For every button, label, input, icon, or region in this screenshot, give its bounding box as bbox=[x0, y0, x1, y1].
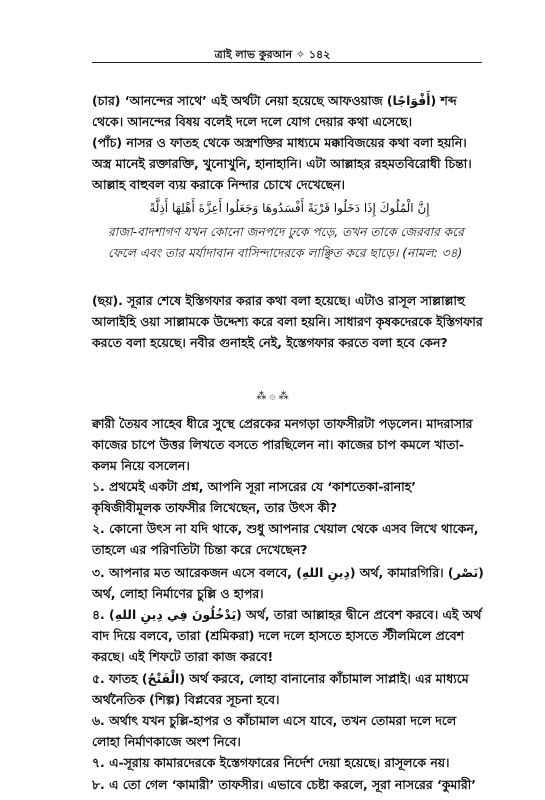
question-5: ৫. ফাতহ (الْفَتْحُ) অর্থ করবে, লোহা বানানোর কাঁচামাল সাপ্লাই। এর মাধ্যমে অর্থনৈতিক (শিল্প) বিপ্লবের সূচনা হবে। bbox=[92, 671, 469, 707]
paragraph-six: (ছয়). সূরার শেষে ইস্তিগফার করার কথা বলা হয়েছে। এটাও রাসূল সাল্লাল্লাহু আলাইহি ওয়া সাল্লামকে উদ্দেশ্য করে বলা হয়নি। সাধারণ কৃষকদেরকে ইস্তিগফার করতে বলা হয়েছে। নবীর গুনাহই নেই, ইস্তেগফার করতে বলা হবে কেন? bbox=[92, 293, 483, 350]
question-4: ৪. (يَدْخُلُونَ فِي دِينِ اللهِ) অর্থ, তারা আল্লাহর দ্বীনে প্রবেশ করবে। এই অর্থ বাদ দিয়ে বলবে, তারা (শ্রমিকরা) দলে দলে হাসতে হাসতে স্টীলমিলে প্রবেশ করছে। এই শিফটে তারা কাজ করবে! bbox=[92, 607, 482, 664]
verse-translation-quote: রাজা-বাদশাগণ যখন কোনো জনপদে ঢুকে পড়ে, তখন তাকে জেরবার করে ফেলে এবং তার মর্যাদাবান বাসিন্দাদেরকে লাঞ্ছিত করে ছাড়ে। (নামল: ৩৪) bbox=[108, 225, 464, 260]
paragraph-five: (পাঁচ) নাসর ও ফাতহ থেকে অস্ত্রশক্তির মাধ্যমে মক্কাবিজয়ের কথা বলা হয়নি। অস্ত্র মানেই রক্তারক্তি, খুনোখুনি, হানাহানি। এটা আল্লাহর রহমতবিরোধী চিন্তা। আল্লাহ বাহুবল ব্যয় করাকে নিন্দার চোখে দেখেছেন। bbox=[92, 135, 472, 192]
question-6: ৬. অর্থাৎ যখন চুল্লি-হাপর ও কাঁচামাল এসে যাবে, তখন তোমরা দলে দলে লোহা নির্মাণকাজে অংশ নিবে। bbox=[92, 713, 457, 749]
question-1: ১. প্রথমেই একটা প্রশ্ন, আপনি সূরা নাসরের যে ‘কাশতেকা-রানাহ’ কৃষিজীবীমূলক তাফসীর লিখেছেন, তার উৎস কী? bbox=[92, 479, 416, 515]
question-3: ৩. আপনার মত আরেকজন এসে বলবে, (دِينِ اللهِ) অর্থ, কামারগিরি। (نَصْر) অর্থ, লোহা নির্মাণের চুল্লি ও হাপর। bbox=[92, 565, 484, 601]
question-8: ৮. এ তো গেল ‘কামারী’ তাফসীর। এভাবে চেষ্টা করলে, সূরা নাসরের ‘কুমারী’ bbox=[92, 777, 476, 792]
question-2: ২. কোনো উৎস না যদি থাকে, শুধু আপনার খেয়াল থেকে এসব লিখে থাকেন, তাহলে এর পরিণতিটা চিন্তা করে দেখেছেন? bbox=[92, 521, 479, 557]
running-header: ত্রাই লাভ কুরআন ✧ ১৪২ bbox=[214, 48, 331, 61]
section-divider-ornament: ⁂ ۞ ⁂ bbox=[256, 391, 289, 402]
paragraph-four: (চার) ‘আনন্দের সাথে’ এই অর্থটা নেয়া হয়েছে আফওয়াজ (أَفْوَاجًا) শব্দ থেকে। আনন্দের বিষয় বলেই দলে দলে যোগ দেয়ার কথা এসেছে। bbox=[92, 93, 457, 129]
arabic-verse: إِنَّ الْمُلُوكَ إِذَا دَخَلُوا قَرْيَةً أَفْسَدُوهَا وَجَعَلُوا أَعِزَّةَ أَهْلِهَا أَذِلَّةً bbox=[149, 201, 430, 215]
intro-paragraph: ক্বারী তৈয়ব সাহেব ধীরে সুস্থে প্রেরকের মনগড়া তাফসীরটা পড়লেন। মাদরাসার কাজের চাপে উত্তর লিখতে বসতে পারছিলেন না। কাজের চাপ কমলে খাতা-কলম নিয়ে বসলেন। bbox=[92, 416, 473, 473]
header-rule bbox=[92, 62, 482, 63]
question-7: ৭. এ-সূরায় কামারদেরকে ইস্তেগফারের নির্দেশ দেয়া হয়েছে। রাসূলকে নয়। bbox=[92, 755, 450, 770]
